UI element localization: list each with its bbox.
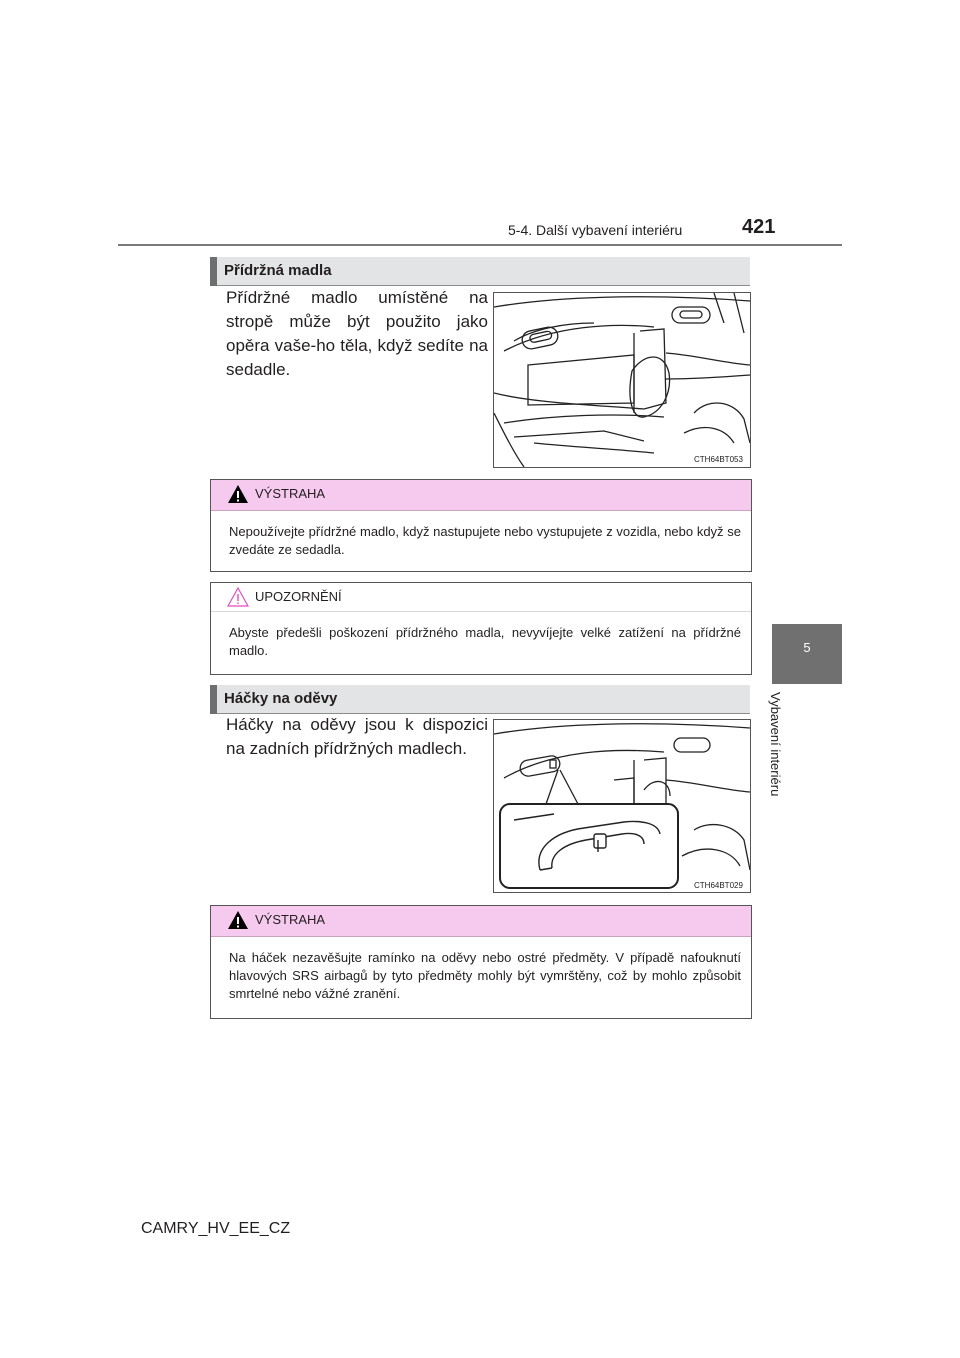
chapter-tab: 5 [772,624,842,684]
section-title: Přídržná madla [224,262,332,279]
section-heading-grab-handles [210,257,750,286]
grab-handle-illustration [493,292,751,468]
warning-text: Nepoužívejte přídržné madlo, když nastupujete nebo vystupujete z vozidla, nebo když se zvedáte ze sedadla. [229,524,741,557]
warning-header [211,480,751,511]
caution-title: UPOZORNĚNÍ [255,589,342,604]
image-code-label: CTH64BT053 [694,455,743,464]
clothes-hook-illustration [493,719,751,893]
caution-triangle-icon [227,587,249,607]
caution-box [210,582,752,675]
warning-title: VÝSTRAHA [255,486,326,501]
section-body-text: Háčky na oděvy jsou k dispozici na zadních přídržných madlech. [226,715,488,758]
page-number: 421 [742,216,776,238]
running-header-section: 5-4. Další vybavení interiéru [508,222,683,238]
caution-text: Abyste předešli poškození přídržného madla, nevyvíjejte velké zatížení na přídržné madlo. [229,625,741,658]
section-title: Háčky na oděvy [224,690,338,707]
car-interior-drawing [494,720,750,892]
section-heading-clothes-hooks [210,685,750,714]
warning-triangle-icon [227,484,249,504]
section-body-text: Přídržné madlo umístěné na stropě může být použito jako opěra vaše-ho těla, když sedíte na sedadle. [226,288,488,379]
warning-box [210,905,752,1019]
chapter-title-text: Vybavení interiéru [768,692,783,797]
warning-triangle-icon [227,910,249,930]
caution-header [211,583,751,612]
warning-text: Na háček nezavěšujte ramínko na oděvy nebo ostré předměty. V případě nafouknutí hlavových SRS airbagů by tyto předměty mohly být vymrštěny, což by mohlo způsobit smrtelné nebo vážné zranění. [229,950,741,1001]
car-interior-drawing [494,293,750,467]
warning-box [210,479,752,572]
header-rule [118,244,842,246]
warning-header [211,906,751,937]
warning-title: VÝSTRAHA [255,912,326,927]
image-code-label: CTH64BT029 [694,881,743,890]
chapter-title-vertical [770,692,810,812]
document-code: CAMRY_HV_EE_CZ [141,1220,291,1237]
